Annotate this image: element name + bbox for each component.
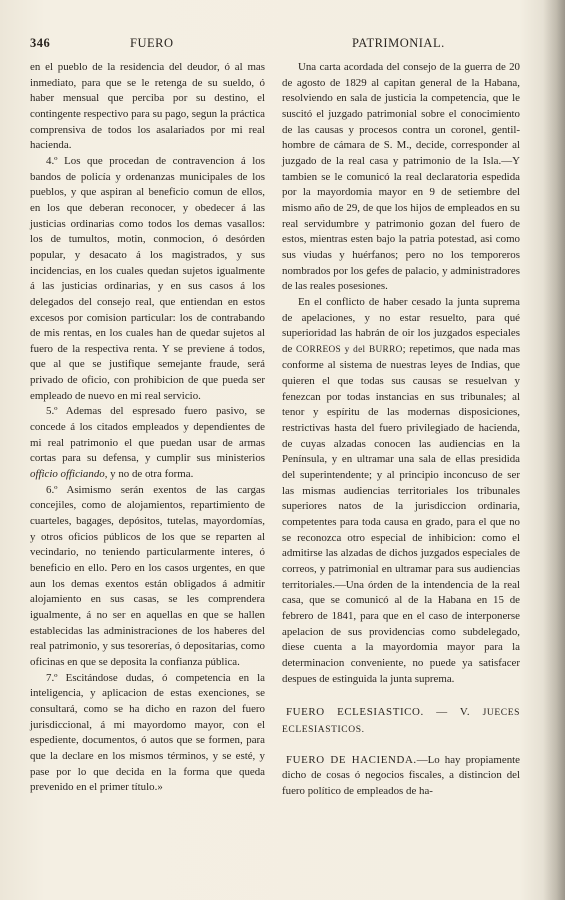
- entry-title-hacienda: FUERO DE HACIENDA.: [286, 753, 417, 766]
- entry-title-eclesiastico: FUERO ECLESIASTICO. — V.: [286, 706, 483, 719]
- article-5-text-b: , y no de otra forma.: [104, 468, 194, 481]
- running-head-right: PATRIMONIAL.: [352, 36, 445, 50]
- entry-fuero-eclesiastico: [282, 705, 520, 738]
- paragraph-article-6: 6.º Asimismo serán exentos de las cargas concejiles, como de alojamientos, repartimiento de cuarteles, bagages, depósitos, tutelas, mayordomías, y otros oficios públicos de los que se reparten al vecindario, no teniendo particularmente interes, ó beneficio en ello. Pero en los casos urgentes, en que aun los demas exentos están obligados á admitir alojamiento en sus casas, se les comprendera igualmente, á no ser en aquellas en que se hallen establecidas las administraciones de los haberes del real patrimonio, y sus tesorerías, ó depositarias, como oficinas en que se deposita la confianza pública.: [30, 483, 265, 668]
- right-column: [282, 60, 520, 800]
- paragraph-article-5: [30, 404, 265, 482]
- paragraph-article-7: 7.º Escitándose dudas, ó competencia en la inteligencia, y aplicacion de estas exenciones, se consultará, como se ha dicho en razon del fuero jurisdiccional, á mi mayordomo mayor, con el espediente, documentos, ó autos que se formen, para que la declare en los mismos términos, y se esté, y pase por lo que decida en la forma que queda prevenido en el primer título.»: [30, 671, 265, 794]
- conflicto-text-a: En el conflicto de haber cesado la junta suprema de apelaciones, y no estar resuelto, para qué superioridad las habrán de oir los juzgados especiales de: [282, 295, 520, 355]
- article-5-text-a: 5.º Ademas del espresado fuero pasivo, se concede á los citados empleados y dependientes de mi real patrimonio el que puedan usar de armas cortas para su defensa, y cumplir sus ministerios: [30, 405, 265, 465]
- paragraph-carta-acordada: Una carta acordada del consejo de la guerra de 20 de agosto de 1829 al capitan general de la Habana, resolviendo en sala de justicia la competencia, que le suscitó el juzgado patrimonial sobre el conocimiento de las causas y procesos contra un coronel, gentil-hombre de cámara de S. M., decide, corresponder al juzgado de la real casa y patrimonio de la Isla.—Y tambien se le comunicó la real declaratoria espedida por la mayordomia mayor en 9 de setiembre del mismo año de 29, de que los hijos de empleados en su real servidumbre y patrimonio gozan del fuero de estos, mientras esten bajo la patria potestad, asi como sus viudas y huérfanos; pero no los temporeros nombrados por los gefes de palacio, y administradores de las reales posesiones.: [282, 61, 520, 293]
- left-column: [30, 60, 265, 796]
- page-number: 346: [30, 36, 51, 50]
- running-head-left: FUERO: [130, 36, 174, 50]
- paragraph-conflicto: [282, 295, 520, 687]
- article-5-italic-phrase: officio officiando: [30, 468, 105, 481]
- conflicto-smallcaps: CORREOS y del BURRO: [296, 344, 403, 355]
- paragraph-continuation: en el pueblo de la residencia del deudor, ó al mas inmediato, para que se le retenga de su sueldo, ó haber mensual que perciba por su destino, el contingente respectivo para su pago, segun la práctica comprensiva de todos los asalariados por mi real hacienda.: [30, 61, 265, 152]
- page-header: [30, 36, 530, 54]
- cross-reference-jueces: JUECES ECLESIASTICOS.: [282, 708, 520, 735]
- page-edge-shadow: [543, 0, 565, 900]
- conflicto-text-b: ; repetimos, que nada mas conforme al sistema de nuestras leyes de Indias, que quieren el que todas sus causas se resuelvan y fenezcan por todas instancias en sus tribunales; al tenor y espíritu de las modernas disposiciones, restrictivas hasta del fuero privilegiado de hacienda, de cuyas alzadas conocen las audiencias en la Península, y en ultramar una sala de ellas presidida del superintendente; y al principio inconcuso de ser las mismas audiencias territoriales los tribunales superiores natos de la jurisdiccion ordinaria, competentes para toda causa en grado, para el que no se reconozca otro especial de inhibicion: como el admitirse las alzadas de dichos juzgados especiales de correos, y patrimonial en ultramar para sus audiencias territoriales.—Una órden de la intendencia de la real casa, que se comunicó al de la Habana en 15 de febrero de 1841, para que en el caso de interponerse apelacion de sus providencias como subdelegado, diese cuenta a la mayordomia mayor para la determinacion conveniente, no puede ya satisfacer despues de estinguida la junta suprema.: [282, 342, 520, 685]
- entry-text-hacienda: —Lo hay propiamente dicho de cosas ó negocios fiscales, a distincion del fuero político de empleados de ha-: [282, 753, 520, 797]
- paragraph-article-4: 4.º Los que procedan de contravencion á los bandos de policía y ordenanzas municipales de los pueblos, y que aspiran al beneficio comun de ellos, en los que deberan reconocer, y obedecer á las justicias ordinarias como todos los demas vasallos: los de tumultos, motin, conmocion, ó desórden popular, y desacato á los magistrados, y sus incidencias, en los cuales quedan sujetos igualmente á las justicias ordinarias, y en sus casos á los delegados del consejo real, que entiendan en estos excesos por comision particular: los de contrabando de mis rentas, en los cuales han de quedar sujetos al fuero de la respectiva renta. Y se previene á todos, que al que se justifique semejante fraude, será privado de oficio, con prohibicion de que pueda ser empleado de nuevo en mi real servicio.: [30, 154, 265, 402]
- entry-fuero-de-hacienda: [282, 753, 520, 800]
